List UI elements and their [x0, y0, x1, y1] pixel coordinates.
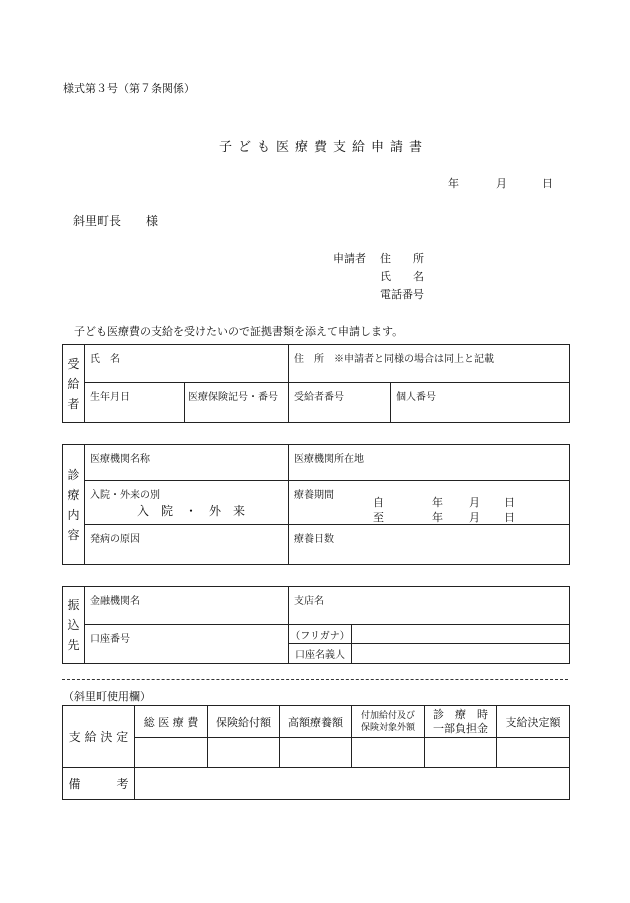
facility-name-label: 医療機関名称	[90, 454, 150, 465]
date-month-label: 月	[496, 177, 507, 190]
visit-type-label: 入院・外来の別	[90, 490, 160, 501]
date-day-label: 日	[542, 177, 553, 190]
cause-cell[interactable]	[85, 525, 289, 565]
addressee: 斜里町長	[73, 214, 122, 228]
period-to-year: 年	[432, 511, 443, 524]
recipient-address-cell[interactable]	[289, 345, 570, 383]
recipient-number-cell[interactable]	[289, 383, 391, 423]
remarks-input[interactable]	[135, 768, 570, 800]
treatment-days-cell[interactable]	[289, 525, 570, 565]
divider-dashed	[62, 679, 568, 680]
copayment-input[interactable]	[425, 738, 497, 768]
col-decided-amount: 支給決定額	[497, 706, 570, 738]
treatment-days-label: 療養日数	[294, 534, 334, 545]
date-year-label: 年	[448, 177, 459, 190]
facility-name-cell[interactable]	[85, 445, 289, 481]
period-from-label: 自	[373, 496, 384, 509]
col-insurance-benefit: 保険給付額	[208, 706, 280, 738]
furigana-label: （フリガナ）	[289, 625, 352, 644]
account-holder-input[interactable]	[352, 644, 570, 664]
treatment-period-cell[interactable]	[289, 481, 570, 525]
bank-name-cell[interactable]	[85, 587, 289, 625]
personal-number-label: 個人番号	[396, 392, 436, 403]
transfer-table	[62, 586, 570, 664]
high-cost-input[interactable]	[280, 738, 352, 768]
office-table	[62, 705, 570, 800]
bank-name-label: 金融機関名	[90, 596, 140, 607]
recipient-side-label: 受 給 者	[63, 345, 85, 423]
form-number: 様式第３号（第７条関係）	[63, 82, 195, 95]
visit-type-cell[interactable]	[85, 481, 289, 525]
applicant-phone-label: 電話番号	[380, 288, 424, 301]
additional-benefit-input[interactable]	[352, 738, 425, 768]
form-title: 子ども医療費支給申請書	[219, 140, 429, 155]
total-medical-input[interactable]	[135, 738, 208, 768]
period-to-day: 日	[504, 511, 515, 524]
applicant-name-label: 氏 名	[380, 270, 424, 283]
treatment-period-label: 療養期間	[294, 490, 334, 501]
recipient-name-cell[interactable]	[85, 345, 289, 383]
applicant-address-label: 住 所	[380, 252, 424, 265]
facility-address-label: 医療機関所在地	[294, 454, 364, 465]
recipient-birth-cell[interactable]	[85, 383, 185, 423]
honorific: 様	[146, 214, 159, 228]
treatment-table	[62, 444, 570, 565]
col-high-cost: 高額療養額	[280, 706, 352, 738]
decision-label: 支 給 決 定	[63, 706, 135, 768]
period-to-label: 至	[373, 511, 384, 524]
applicant-label: 申請者	[333, 252, 366, 265]
recipient-name-label: 氏 名	[90, 354, 120, 365]
furigana-input[interactable]	[352, 625, 570, 644]
recipient-table	[62, 344, 570, 423]
branch-name-cell[interactable]	[289, 587, 570, 625]
insurance-benefit-input[interactable]	[208, 738, 280, 768]
account-holder-label: 口座名義人	[289, 644, 352, 664]
recipient-address-label: 住 所 ※申請者と同様の場合は同上と記載	[294, 354, 494, 365]
period-from-year: 年	[432, 496, 443, 509]
col-total-medical: 総 医 療 費	[135, 706, 208, 738]
account-number-label: 口座番号	[90, 634, 130, 645]
treatment-side-label: 診 療 内 容	[63, 445, 85, 565]
cause-label: 発病の原因	[90, 534, 140, 545]
branch-name-label: 支店名	[294, 596, 324, 607]
decided-amount-input[interactable]	[497, 738, 570, 768]
period-from-day: 日	[504, 496, 515, 509]
period-from-month: 月	[469, 496, 480, 509]
col-copayment: 診 療 時 一部負担金	[425, 706, 497, 738]
recipient-number-label: 受給者番号	[294, 392, 344, 403]
intro-text: 子ども医療費の支給を受けたいので証拠書類を添えて申請します。	[74, 325, 404, 338]
visit-type-options[interactable]: 入 院 ・ 外 来	[137, 504, 246, 518]
office-use-label: （斜里町使用欄）	[63, 690, 151, 703]
recipient-insurance-cell[interactable]	[185, 383, 289, 423]
transfer-side-label: 振 込 先	[63, 587, 85, 664]
recipient-insurance-label: 医療保険記号・番号	[188, 392, 278, 403]
facility-address-cell[interactable]	[289, 445, 570, 481]
account-number-cell[interactable]	[85, 625, 289, 664]
col-additional-benefit: 付加給付及び 保険対象外額	[352, 706, 425, 738]
period-to-month: 月	[469, 511, 480, 524]
personal-number-cell[interactable]	[391, 383, 570, 423]
remarks-label: 備 考	[63, 768, 135, 800]
recipient-birth-label: 生年月日	[90, 392, 130, 403]
